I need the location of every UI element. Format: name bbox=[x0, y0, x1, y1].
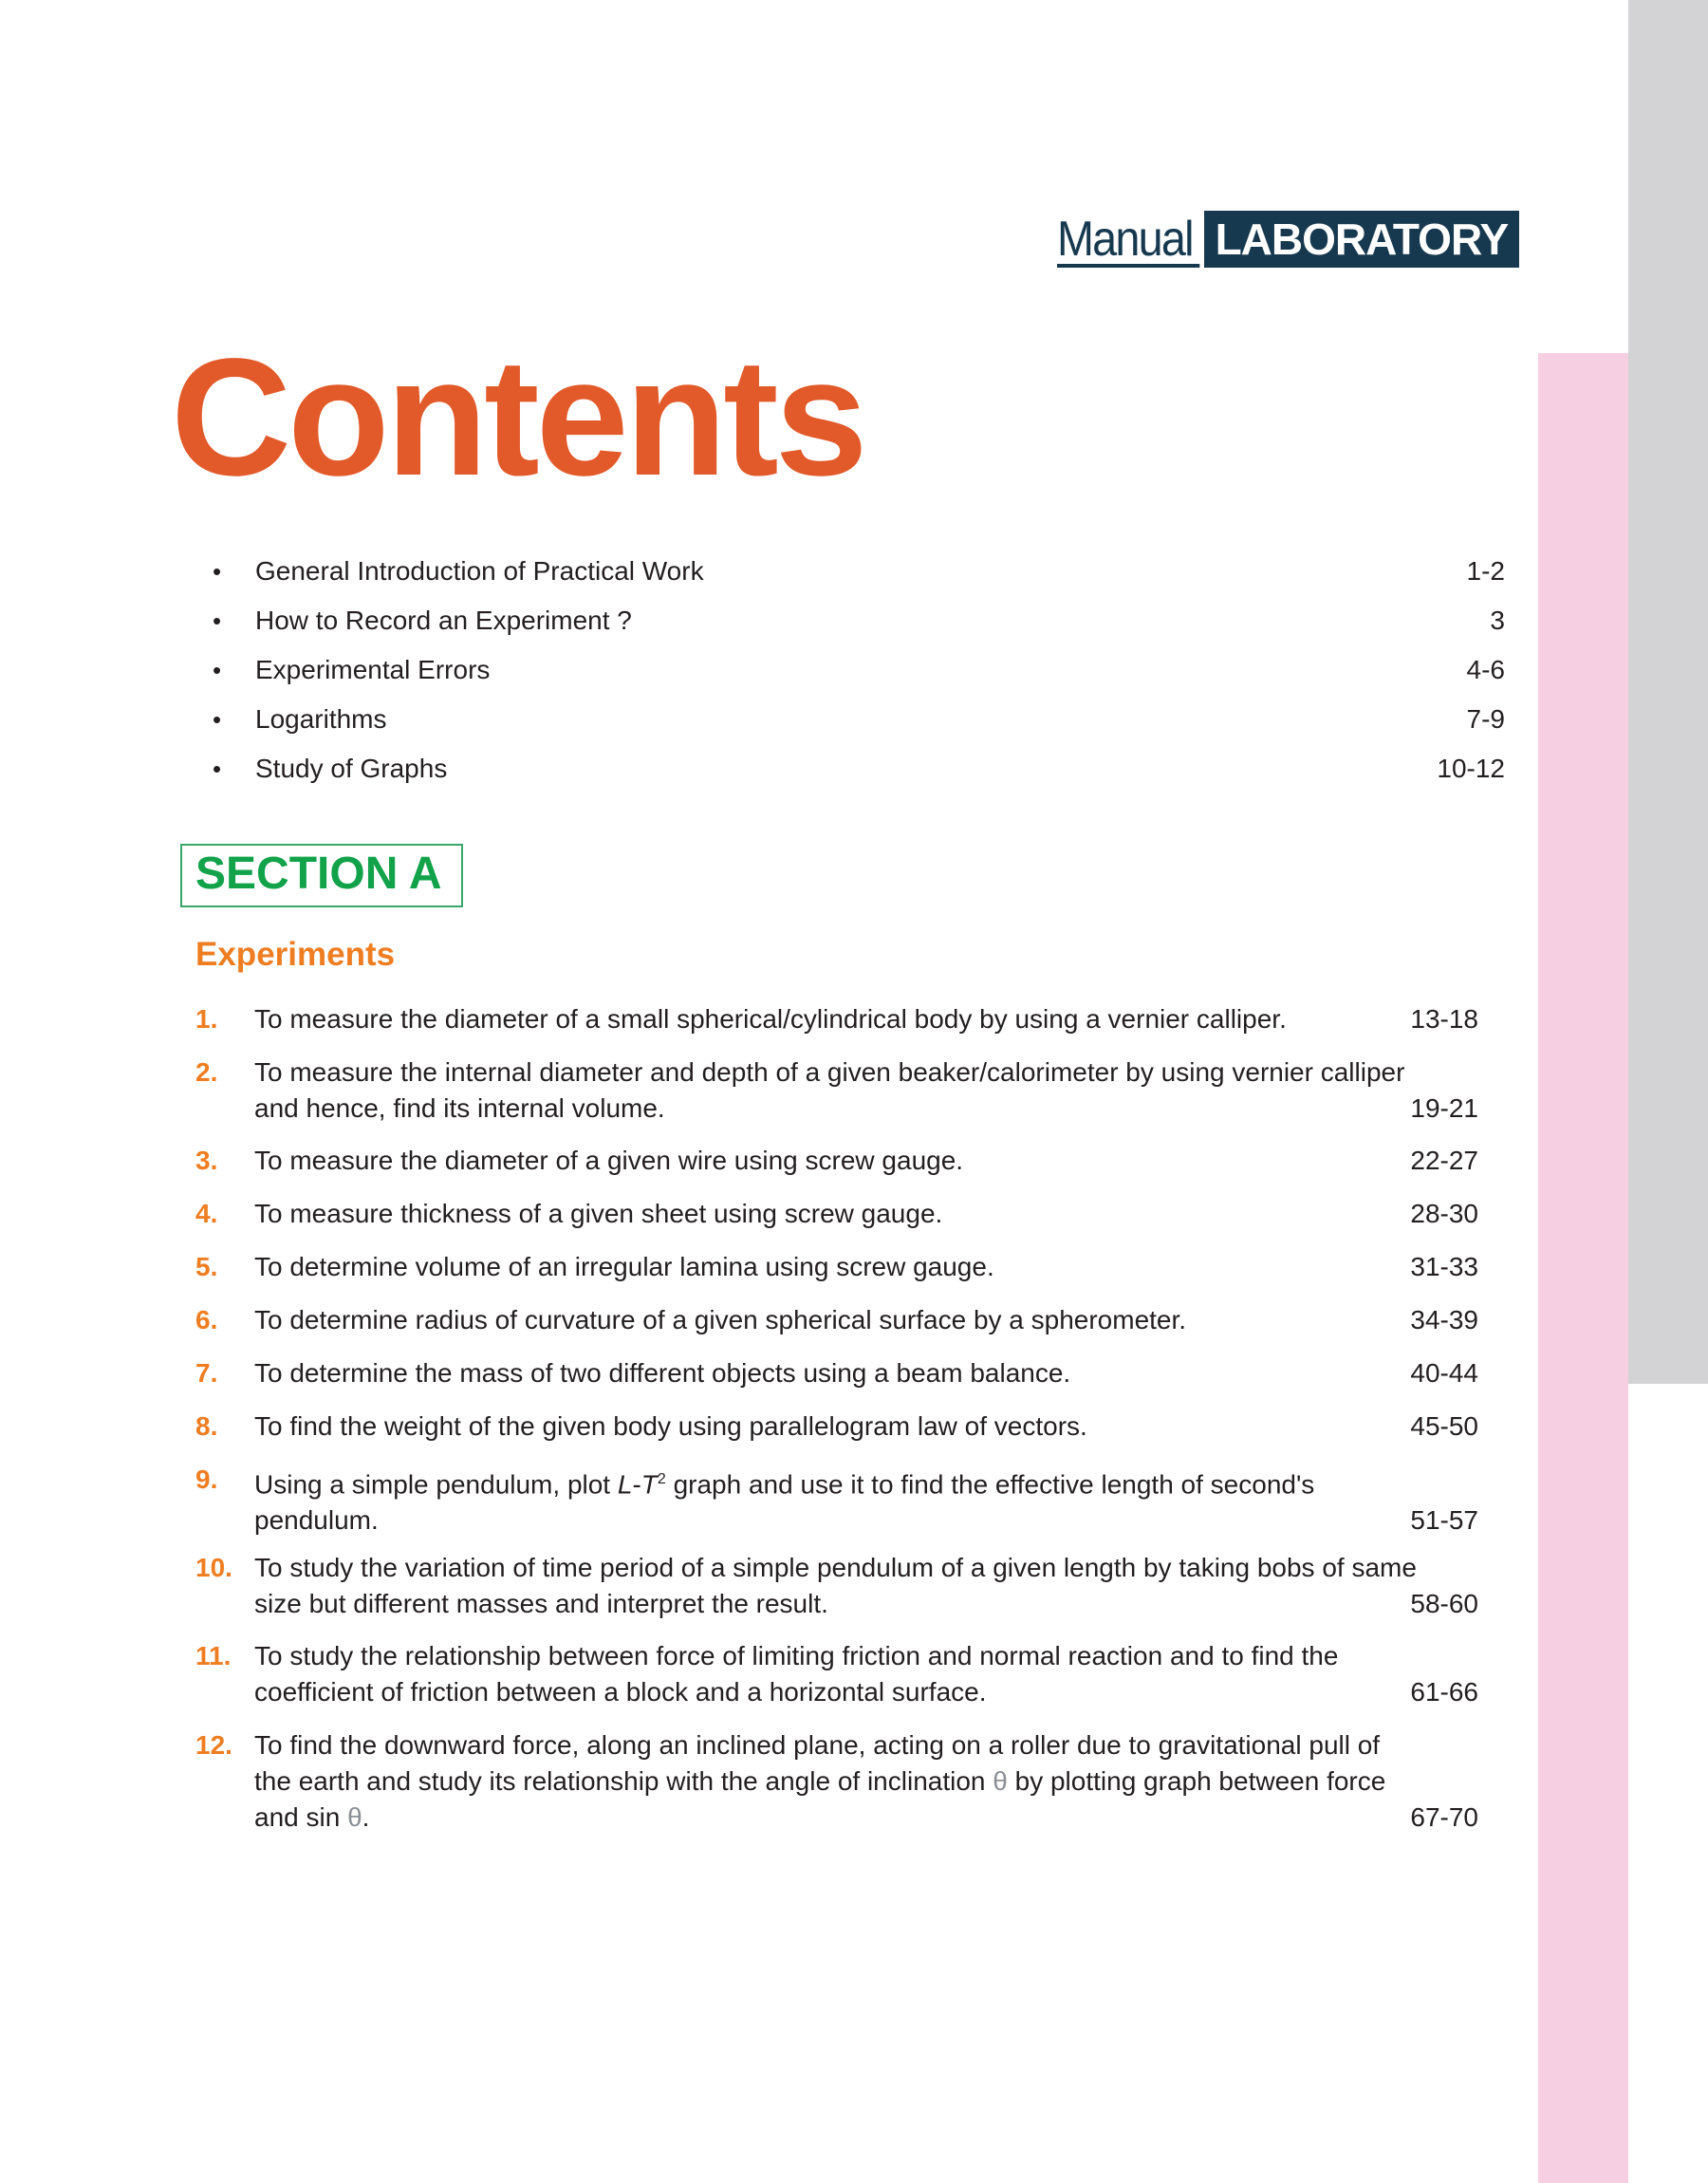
experiment-text: To determine radius of curvature of a given spherical surface by a spherometer. bbox=[254, 1305, 1187, 1334]
experiment-number: 5. bbox=[195, 1252, 218, 1281]
experiments-heading: Experiments bbox=[195, 936, 396, 973]
experiment-number: 2. bbox=[195, 1057, 218, 1087]
experiment-number: 9. bbox=[195, 1465, 218, 1494]
bullet-icon: • bbox=[213, 557, 222, 586]
item-label: How to Record an Experiment ? bbox=[255, 606, 632, 635]
brand-manual: Manual bbox=[1057, 211, 1199, 268]
experiment-text: To measure the diameter of a given wire using screw gauge. bbox=[254, 1146, 964, 1175]
experiment-pages: 31-33 bbox=[1410, 1252, 1478, 1281]
experiment-number: 4. bbox=[195, 1199, 218, 1228]
experiment-pages: 28-30 bbox=[1410, 1199, 1478, 1228]
symbol-T: T bbox=[640, 1469, 658, 1500]
gray-side-band bbox=[1628, 0, 1708, 1384]
theta-symbol: θ bbox=[993, 1766, 1008, 1796]
experiment-text: To measure thickness of a given sheet using screw gauge. bbox=[254, 1199, 943, 1228]
experiment-text: To study the variation of time period of a simple pendulum of a given length by taking bobs of same size but different masses and interpret the result. bbox=[254, 1553, 1417, 1618]
experiment-item bbox=[195, 1462, 1478, 1539]
experiment-item bbox=[195, 1302, 1478, 1338]
experiment-pages: 61-66 bbox=[1410, 1677, 1478, 1707]
item-pages: 3 bbox=[1490, 606, 1505, 635]
item-label: Logarithms bbox=[255, 704, 387, 734]
pink-side-band bbox=[1538, 353, 1628, 2183]
experiment-pages: 40-44 bbox=[1410, 1358, 1478, 1388]
list-item bbox=[213, 754, 1505, 803]
experiment-text-part: To find the downward force, along an inclined plane, acting on a roller due to gravitational pull of the earth and study its relationship with the angle of inclination bbox=[254, 1730, 1381, 1796]
experiment-number: 10. bbox=[195, 1553, 232, 1582]
experiment-number: 8. bbox=[195, 1411, 218, 1441]
experiment-item bbox=[195, 1550, 1478, 1622]
brand-laboratory: LABORATORY bbox=[1204, 211, 1520, 268]
experiment-item bbox=[195, 1727, 1478, 1836]
experiment-pages: 67-70 bbox=[1410, 1802, 1478, 1832]
item-pages: 7-9 bbox=[1466, 704, 1505, 734]
experiment-number: 12. bbox=[195, 1730, 232, 1760]
experiment-pages: 34-39 bbox=[1410, 1305, 1478, 1334]
intro-list bbox=[213, 556, 1505, 803]
experiment-pages: 19-21 bbox=[1410, 1093, 1478, 1123]
experiment-number: 7. bbox=[195, 1358, 218, 1388]
experiment-number: 3. bbox=[195, 1146, 218, 1175]
experiment-text bbox=[254, 1462, 1421, 1539]
symbol-dash: - bbox=[632, 1469, 641, 1500]
item-pages: 10-12 bbox=[1437, 754, 1505, 783]
experiment-number: 11. bbox=[195, 1641, 232, 1670]
theta-symbol: θ bbox=[347, 1802, 362, 1832]
experiment-item bbox=[195, 1196, 1478, 1232]
experiment-text: To find the weight of the given body using parallelogram law of vectors. bbox=[254, 1411, 1087, 1441]
experiment-pages: 51-57 bbox=[1410, 1505, 1478, 1536]
bullet-icon: • bbox=[213, 755, 222, 783]
experiment-text-part: . bbox=[362, 1802, 370, 1832]
experiment-text: To determine volume of an irregular lamina using screw gauge. bbox=[254, 1252, 994, 1281]
item-label: Experimental Errors bbox=[255, 655, 491, 684]
item-label: Study of Graphs bbox=[255, 754, 448, 783]
item-pages: 1-2 bbox=[1466, 556, 1505, 586]
brand-logo bbox=[1057, 211, 1519, 268]
experiment-text-part: Using a simple pendulum, plot bbox=[254, 1469, 618, 1500]
experiment-pages: 45-50 bbox=[1410, 1411, 1478, 1441]
list-item bbox=[213, 704, 1505, 754]
experiment-item bbox=[195, 1409, 1478, 1445]
list-item bbox=[213, 606, 1505, 655]
list-item bbox=[213, 655, 1505, 704]
experiment-text-part: graph and use it to find the effective length of second's pendulum. bbox=[254, 1469, 1315, 1536]
experiment-pages: 58-60 bbox=[1410, 1589, 1478, 1618]
experiment-item bbox=[195, 1143, 1478, 1179]
experiment-item bbox=[195, 1355, 1478, 1391]
item-label: General Introduction of Practical Work bbox=[255, 556, 704, 586]
bullet-icon: • bbox=[213, 705, 222, 734]
bullet-icon: • bbox=[213, 606, 222, 635]
page-title: Contents bbox=[171, 325, 864, 511]
section-heading: SECTION A bbox=[180, 844, 463, 907]
experiment-number: 1. bbox=[195, 1004, 218, 1034]
experiment-text bbox=[254, 1727, 1421, 1836]
experiment-text: To measure the internal diameter and depth of a given beaker/calorimeter by using vernier calliper and hence, find its internal volume. bbox=[254, 1057, 1405, 1123]
bullet-icon: • bbox=[213, 656, 222, 684]
experiment-text-part: by plotting graph between force and sin bbox=[254, 1766, 1386, 1832]
item-pages: 4-6 bbox=[1466, 655, 1505, 684]
experiment-pages: 13-18 bbox=[1410, 1004, 1478, 1034]
experiment-item bbox=[195, 1001, 1478, 1037]
experiment-number: 6. bbox=[195, 1305, 218, 1334]
experiment-item bbox=[195, 1249, 1478, 1285]
superscript-2: 2 bbox=[657, 1471, 666, 1487]
experiment-item bbox=[195, 1054, 1478, 1127]
experiment-text: To determine the mass of two different objects using a beam balance. bbox=[254, 1358, 1071, 1388]
experiment-text: To study the relationship between force of limiting friction and normal reaction and to find the coefficient of friction between a block and a horizontal surface. bbox=[254, 1641, 1339, 1707]
experiment-text: To measure the diameter of a small spherical/cylindrical body by using a vernier calliper. bbox=[254, 1004, 1287, 1034]
experiment-item bbox=[195, 1638, 1478, 1710]
symbol-L: L bbox=[617, 1469, 633, 1500]
experiment-pages: 22-27 bbox=[1410, 1146, 1478, 1175]
list-item bbox=[213, 556, 1505, 606]
